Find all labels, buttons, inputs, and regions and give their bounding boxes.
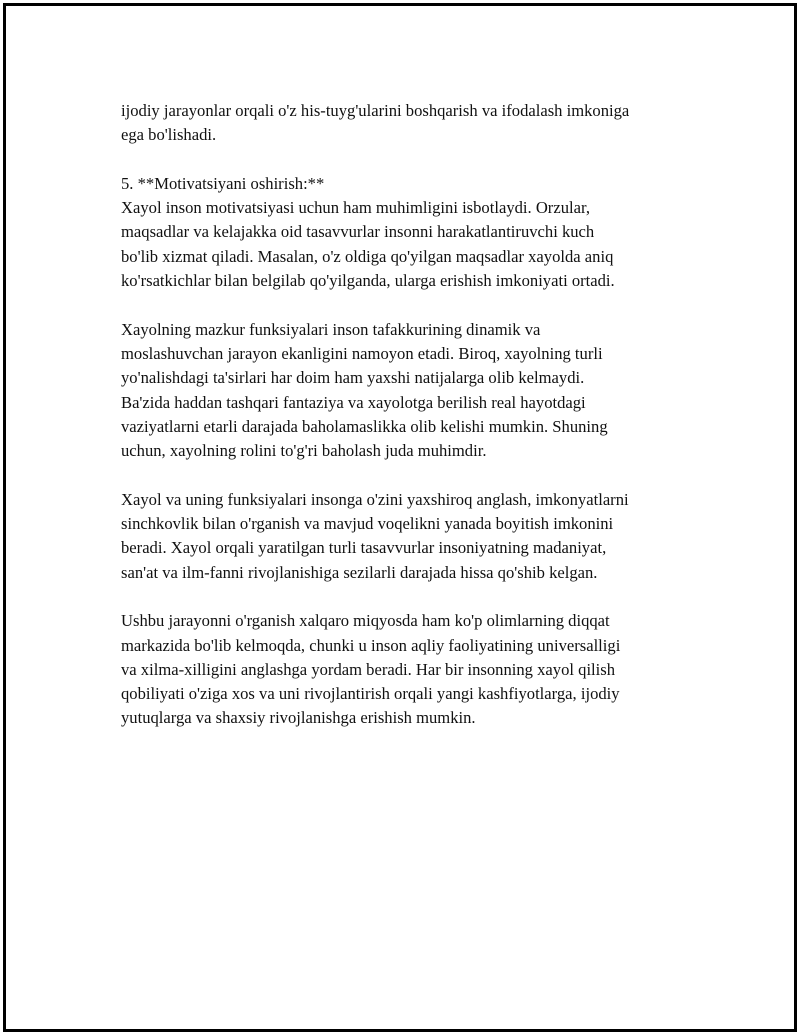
paragraph-3: Xayolning mazkur funksiyalari inson tafakkurining dinamik va moslashuvchan jarayon ekanligini namoyon etadi. Biroq, xayolning turli yo'nalishdagi ta'sirlari har doim ham yaxshi natijalarga olib kelmaydi. Ba'zida haddan tashqari fantaziya va xayolotga berilish real hayotdagi vaziyatlarni etarli darajada baholamaslikka olib kelishi mumkin. Shuning uchun, xayolning rolini to'g'ri baholash juda muhimdir. — [121, 319, 608, 461]
document-body — [121, 99, 711, 755]
paragraph-4: Xayol va uning funksiyalari insonga o'zini yaxshiroq anglash, imkonyatlarni sinchkovlik bilan o'rganish va mavjud voqelikni yanada boyitish imkonini beradi. Xayol orqali yaratilgan turli tasavvurlar insoniyatning madaniyat, san'at va ilm-fanni rivojlanishiga sezilarli darajada hissa qo'shib kelgan. — [121, 489, 629, 582]
paragraph-1: ijodiy jarayonlar orqali o'z his-tuyg'ularini boshqarish va ifodalash imkoniga ega bo'lishadi. — [121, 101, 630, 145]
paragraph-5: Ushbu jarayonni o'rganish xalqaro miqyosda ham ko'p olimlarning diqqat markazida bo'lib kelmoqda, chunki u inson aqliy faoliyatining universalligi va xilma-xilligini anglashga yordam beradi. Har bir insonning xayol qilish qobiliyati o'ziga xos va uni rivojlantirish orqali yangi kashfiyotlarga, ijodiy yutuqlarga va shaxsiy rivojlanishga erishish mumkin. — [121, 611, 621, 728]
paragraph-2: 5. **Motivatsiyani oshirish:** Xayol inson motivatsiyasi uchun ham muhimligini isbotlaydi. Orzular, maqsadlar va kelajakka oid tasavvurlar insonni harakatlantiruvchi kuch bo'lib xizmat qiladi. Masalan, o'z oldiga qo'yilgan maqsadlar xayolda aniq ko'rsatkichlar bilan belgilab qo'yilganda, ularga erishish imkoniyati ortadi. — [121, 173, 615, 291]
page-frame — [3, 3, 797, 1032]
